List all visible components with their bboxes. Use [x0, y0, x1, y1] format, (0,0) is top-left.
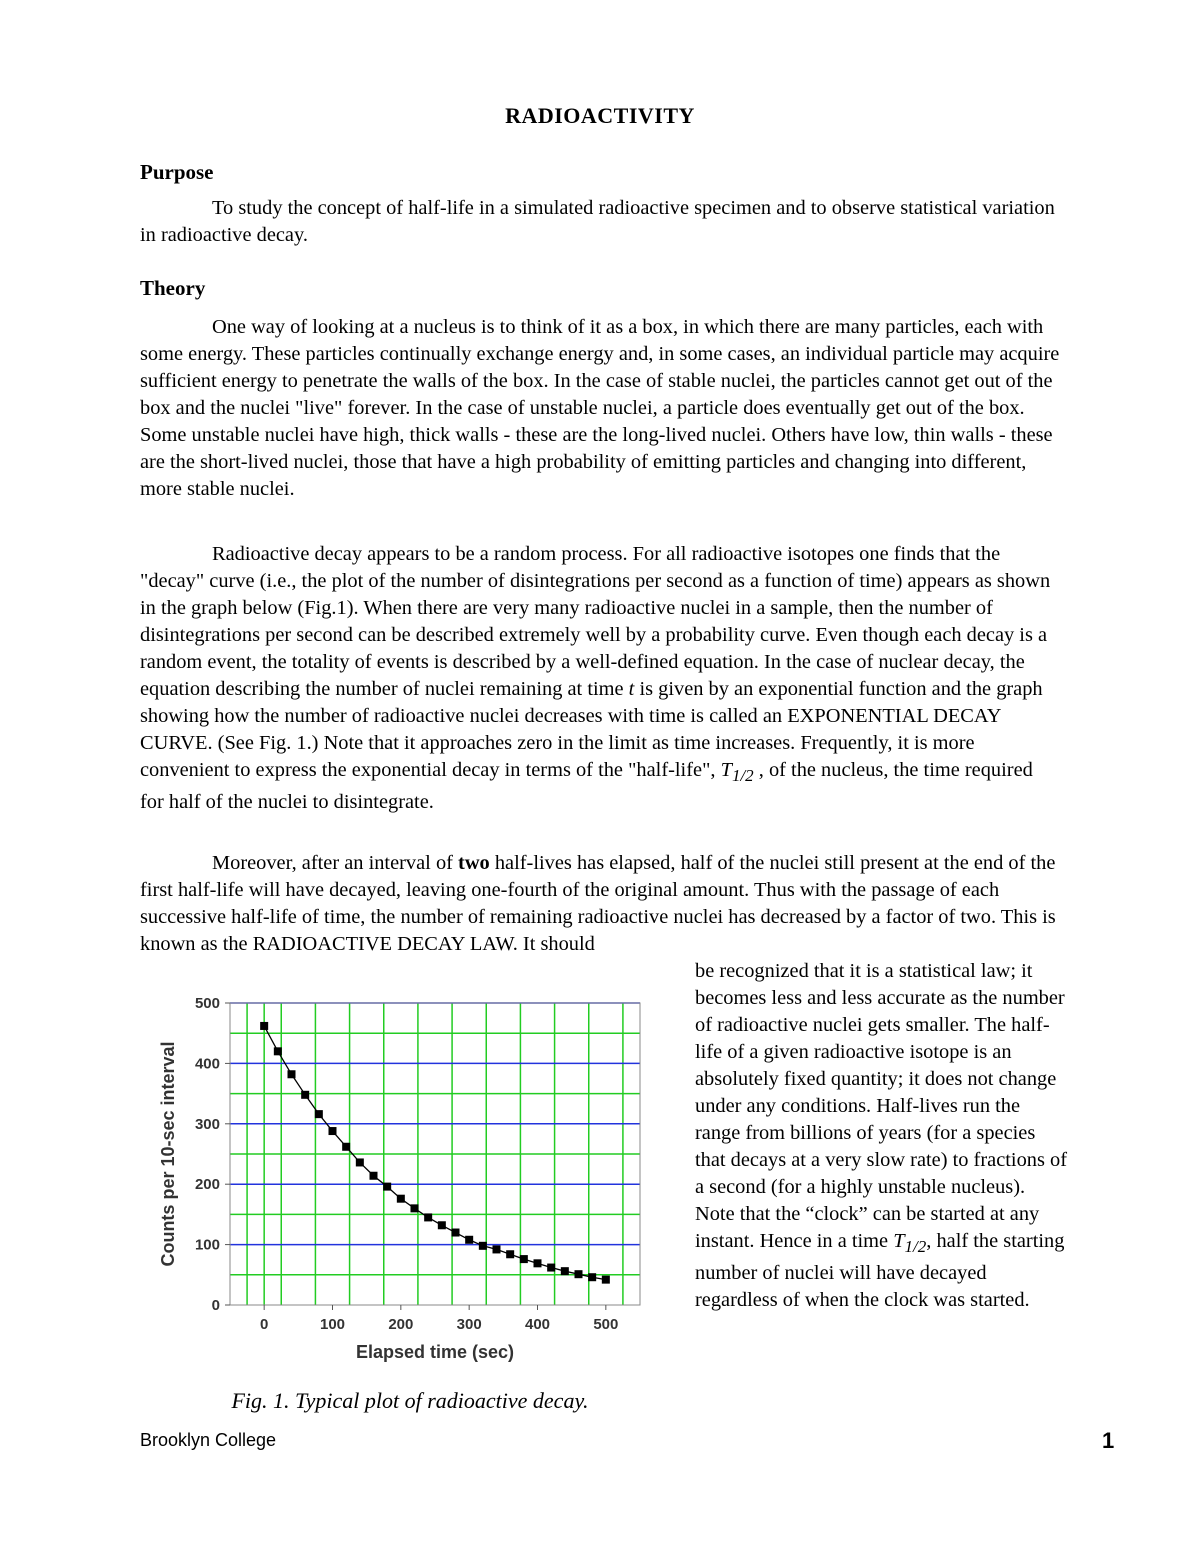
side-text-part-a: be recognized that it is a statistical law; it becomes less and less accurate as the number of radioactive nuclei gets smaller. The half-life of a given radioactive isotope is an absolutely fixed quantity; it does not change under any conditions. Half-lives run the range from billions of years (for a species that decays at a very slow rate) to fractions of a second (for a highly unstable nucleus). Note that the “clock” can be started at any instant. Hence in a time	[695, 960, 1067, 1252]
data-point	[424, 1213, 432, 1221]
theory-paragraph-2-part-c: , of the nucleus, the time required for half of the nuclei to disintegrate.	[140, 759, 1033, 814]
variable-half-life-2	[893, 1230, 927, 1257]
data-point	[274, 1047, 282, 1055]
y-tick-label: 400	[194, 1055, 220, 1073]
theory-paragraph-3-part-a: Moreover, after an interval of	[212, 852, 459, 874]
data-point	[342, 1143, 350, 1151]
theory-heading: Theory	[140, 276, 206, 300]
data-point	[329, 1127, 337, 1135]
data-point	[588, 1273, 596, 1281]
data-point	[479, 1242, 487, 1250]
x-tick-label: 300	[456, 1316, 482, 1333]
figure-caption: Fig. 1. Typical plot of radioactive decay.	[231, 1388, 589, 1413]
decay-chart-svg	[150, 983, 650, 1363]
variable-t: t	[628, 678, 635, 700]
x-tick-label: 0	[259, 1316, 269, 1333]
y-tick-label: 200	[194, 1176, 220, 1194]
decay-chart	[150, 983, 650, 1363]
y-axis-title: Counts per 10-sec interval	[158, 1041, 178, 1267]
data-point	[411, 1204, 419, 1212]
theory-paragraph-2	[140, 541, 1060, 816]
theory-paragraph-1	[140, 314, 1060, 503]
footer-institution: Brooklyn College	[140, 1430, 277, 1450]
data-point	[602, 1276, 610, 1284]
data-point	[575, 1270, 583, 1278]
variable-half-life	[720, 759, 754, 786]
theory-paragraph-2-part-a: Radioactive decay appears to be a random process. For all radioactive isotopes one finds that the "decay" curve (i.e., the plot of the number of disintegrations per second as a function of time) appears as shown in the graph below (Fig.1). When there are very many radioactive nuclei in a sample, then the number of disintegrations per second can be described extremely well by a probability curve. Even though each decay is a random event, the totality of events is described by a well-defined equation. In the case of nuclear decay, the equation describing the number of nuclei remaining at time	[140, 543, 1051, 700]
data-point	[547, 1264, 555, 1272]
data-point	[493, 1245, 501, 1253]
data-point	[356, 1158, 364, 1166]
data-point	[452, 1229, 460, 1237]
variable-half-life-subscript: 1/2	[731, 766, 754, 786]
theory-paragraph-3	[140, 850, 1060, 958]
y-tick-label: 300	[194, 1115, 220, 1133]
purpose-heading: Purpose	[140, 160, 214, 184]
page-number: 1	[1102, 1428, 1115, 1453]
theory-paragraph-1-text: One way of looking at a nucleus is to think of it as a box, in which there are many particles, each with some energy. These particles continually exchange energy and, in some cases, an individual particle may acquire sufficient energy to penetrate the walls of the box. In the case of stable nuclei, the particles cannot get out of the box and the nuclei "live" forever. In the case of unstable nuclei, a particle does eventually get out of the box. Some unstable nuclei have high, thick walls - these are the long-lived nuclei. Others have low, thin walls - these are the short-lived nuclei, those that have a high probability of emitting particles and changing into different, more stable nuclei.	[140, 316, 1060, 500]
data-point	[520, 1255, 528, 1263]
variable-half-life-2-subscript: 1/2	[904, 1237, 927, 1257]
side-text-part-b: , half the starting number of nuclei will have decayed regardless of when the clock was started.	[695, 1230, 1065, 1312]
data-point	[438, 1221, 446, 1229]
y-tick-label: 0	[211, 1297, 220, 1314]
data-point	[301, 1091, 309, 1099]
data-point	[315, 1110, 323, 1118]
data-point	[383, 1183, 391, 1191]
y-tick-label: 500	[194, 995, 220, 1012]
x-tick-label: 100	[319, 1316, 346, 1333]
x-tick-label: 200	[388, 1316, 414, 1333]
data-point	[260, 1022, 268, 1030]
data-point	[465, 1236, 473, 1244]
theory-paragraph-3-part-b: half-lives has elapsed, half of the nuclei still present at the end of the first half-life will have decayed, leaving one-fourth of the original amount. Thus with the passage of each successive half-life of time, the number of remaining radioactive nuclei has decreased by a factor of two. This is known as the RADIOACTIVE DECAY LAW. It should	[140, 852, 1056, 955]
variable-half-life-symbol: T	[720, 759, 732, 781]
data-point	[506, 1250, 514, 1258]
data-point	[561, 1267, 569, 1275]
data-point	[370, 1172, 378, 1180]
x-tick-label: 400	[524, 1316, 551, 1333]
data-point	[288, 1070, 296, 1078]
x-tick-label: 500	[593, 1316, 619, 1333]
theory-paragraph-2-part-b: is given by an exponential function and the graph showing how the number of radioactive nuclei decreases with time is called an EXPONENTIAL DECAY CURVE. (See Fig. 1.) Note that it approaches zero in the limit as time increases. Frequently, it is more convenient to express the exponential decay in terms of the "half-life",	[140, 678, 1043, 781]
data-point	[534, 1259, 542, 1267]
x-axis-title: Elapsed time (sec)	[355, 1342, 515, 1362]
variable-half-life-2-symbol: T	[893, 1230, 905, 1252]
theory-paragraph-3-continued	[695, 958, 1067, 1314]
y-tick-label: 100	[194, 1236, 220, 1254]
emphasis-two: two	[458, 852, 490, 874]
data-point	[397, 1195, 405, 1203]
page-title: RADIOACTIVITY	[505, 103, 695, 128]
purpose-text: To study the concept of half-life in a simulated radioactive specimen and to observe statistical variation in radioactive decay.	[140, 197, 1055, 246]
purpose-paragraph	[140, 195, 1060, 249]
